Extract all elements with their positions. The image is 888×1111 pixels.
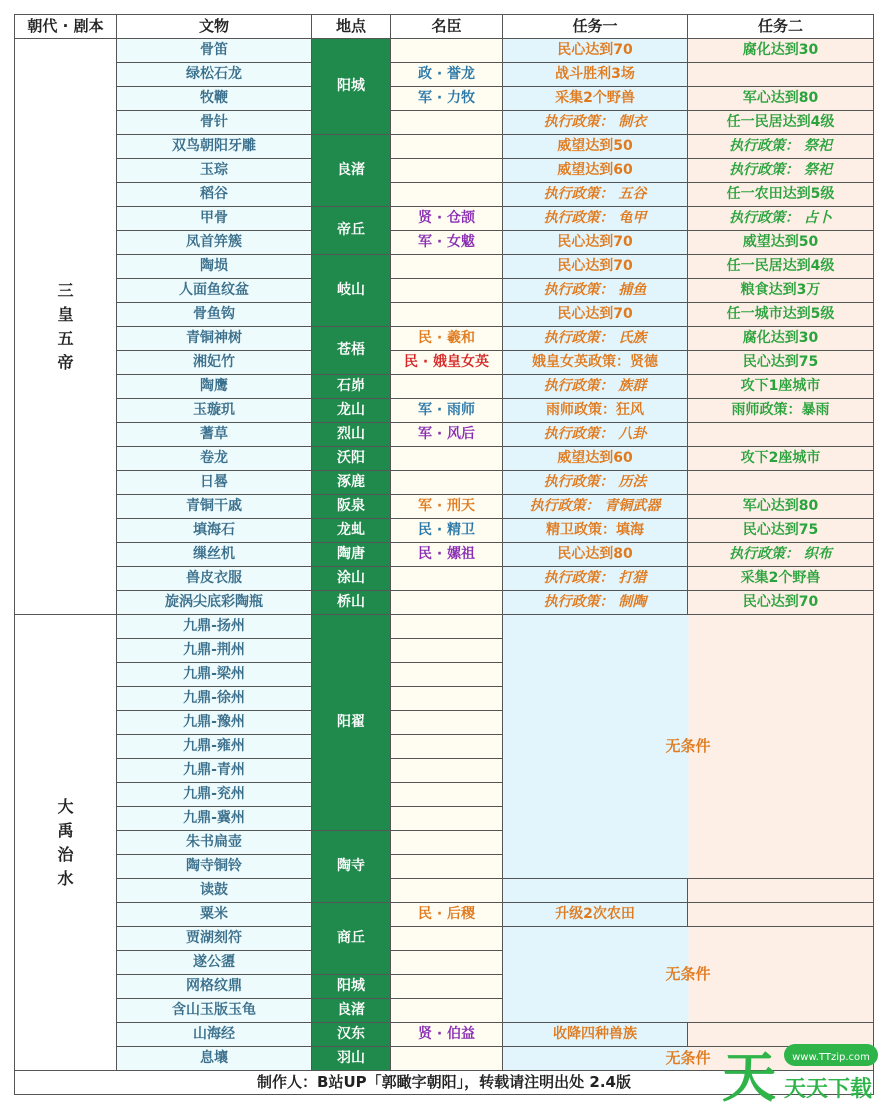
task1-cell: 执行政策： 八卦 — [503, 423, 688, 447]
header-dynasty: 朝代 · 剧本 — [15, 15, 117, 39]
table-row — [15, 927, 874, 951]
task1-cell: 民心达到80 — [503, 543, 688, 567]
minister-cell: 民 · 后稷 — [391, 903, 503, 927]
task1-cell: 娥皇女英政策：贤德 — [503, 351, 688, 375]
table-row — [15, 207, 874, 231]
table-row — [15, 327, 874, 351]
artifact-cell: 含山玉版玉龟 — [117, 999, 312, 1023]
location-cell: 陶寺 — [312, 831, 391, 903]
task2-cell: 腐化达到30 — [688, 39, 874, 63]
minister-cell: 军 · 风后 — [391, 423, 503, 447]
artifact-cell: 陶鹰 — [117, 375, 312, 399]
task2-cell: 威望达到50 — [688, 231, 874, 255]
minister-cell — [391, 471, 503, 495]
task1-cell: 执行政策： 捕鱼 — [503, 279, 688, 303]
location-cell: 龙虬 — [312, 519, 391, 543]
task2-cell: 雨师政策：暴雨 — [688, 399, 874, 423]
artifact-cell: 填海石 — [117, 519, 312, 543]
location-cell: 阪泉 — [312, 495, 391, 519]
artifact-cell: 九鼎-冀州 — [117, 807, 312, 831]
minister-cell — [391, 855, 503, 879]
table-row — [15, 615, 874, 639]
dynasty-cell: 大 禹 治 水 — [15, 615, 117, 1071]
minister-cell: 民 · 嫘祖 — [391, 543, 503, 567]
minister-cell — [391, 927, 503, 951]
location-cell: 沃阳 — [312, 447, 391, 471]
location-cell: 阳翟 — [312, 615, 391, 831]
task2-cell: 采集2个野兽 — [688, 567, 874, 591]
table-row — [15, 471, 874, 495]
minister-cell — [391, 999, 503, 1023]
artifact-cell: 蓍草 — [117, 423, 312, 447]
minister-cell — [391, 951, 503, 975]
minister-cell: 军 · 力牧 — [391, 87, 503, 111]
task2-cell: 粮食达到3万 — [688, 279, 874, 303]
minister-cell — [391, 735, 503, 759]
header-task2: 任务二 — [688, 15, 874, 39]
location-cell: 商丘 — [312, 903, 391, 975]
task1-cell: 威望达到60 — [503, 159, 688, 183]
task1-cell: 执行政策： 打猎 — [503, 567, 688, 591]
task2-cell: 攻下2座城市 — [688, 447, 874, 471]
location-cell: 阳城 — [312, 975, 391, 999]
task1-cell: 执行政策： 族群 — [503, 375, 688, 399]
task2-cell: 腐化达到30 — [688, 327, 874, 351]
task1-cell: 民心达到70 — [503, 39, 688, 63]
minister-cell: 贤 · 伯益 — [391, 1023, 503, 1047]
task2-cell — [688, 63, 874, 87]
task1-cell: 威望达到60 — [503, 447, 688, 471]
task1-cell: 执行政策： 历法 — [503, 471, 688, 495]
artifact-cell: 玉琮 — [117, 159, 312, 183]
artifact-cell: 粟米 — [117, 903, 312, 927]
location-cell: 帝丘 — [312, 207, 391, 255]
artifact-cell: 九鼎-豫州 — [117, 711, 312, 735]
task1-cell: 民心达到70 — [503, 231, 688, 255]
artifact-cell: 九鼎-雍州 — [117, 735, 312, 759]
no-condition-cell: 无条件 — [503, 927, 874, 1023]
task2-cell: 执行政策： 祭祀 — [688, 159, 874, 183]
task1-cell: 精卫政策：填海 — [503, 519, 688, 543]
artifact-cell: 旋涡尖底彩陶瓶 — [117, 591, 312, 615]
header-task1: 任务一 — [503, 15, 688, 39]
minister-cell: 民 · 羲和 — [391, 327, 503, 351]
task2-cell — [688, 903, 874, 927]
task1-cell: 执行政策： 龟甲 — [503, 207, 688, 231]
artifact-cell: 骨鱼钩 — [117, 303, 312, 327]
task2-cell: 执行政策： 祭祀 — [688, 135, 874, 159]
minister-cell — [391, 783, 503, 807]
location-cell: 阳城 — [312, 39, 391, 135]
location-cell: 石峁 — [312, 375, 391, 399]
artifact-cell: 卷龙 — [117, 447, 312, 471]
artifact-cell: 玉璇玑 — [117, 399, 312, 423]
minister-cell: 贤 · 仓颉 — [391, 207, 503, 231]
artifact-cell: 骨针 — [117, 111, 312, 135]
task1-cell: 雨师政策：狂风 — [503, 399, 688, 423]
artifact-cell: 九鼎-扬州 — [117, 615, 312, 639]
header-artifact: 文物 — [117, 15, 312, 39]
table-row — [15, 231, 874, 255]
table-row — [15, 591, 874, 615]
minister-cell — [391, 375, 503, 399]
table-row — [15, 375, 874, 399]
task1-cell: 执行政策： 五谷 — [503, 183, 688, 207]
artifact-cell: 牧鞭 — [117, 87, 312, 111]
artifact-cell: 贾湖刻符 — [117, 927, 312, 951]
watermark-glyph: 天 — [722, 1046, 776, 1106]
task1-cell: 采集2个野兽 — [503, 87, 688, 111]
artifact-cell: 兽皮衣服 — [117, 567, 312, 591]
task2-cell — [688, 879, 874, 903]
watermark-site: www.TTzip.com — [792, 1052, 870, 1063]
artifact-cell: 青铜神树 — [117, 327, 312, 351]
task1-cell: 收降四种兽族 — [503, 1023, 688, 1047]
artifact-cell: 绿松石龙 — [117, 63, 312, 87]
minister-cell — [391, 111, 503, 135]
task1-cell: 民心达到70 — [503, 255, 688, 279]
artifact-cell: 九鼎-徐州 — [117, 687, 312, 711]
artifact-cell: 人面鱼纹盆 — [117, 279, 312, 303]
artifact-cell: 读鼓 — [117, 879, 312, 903]
artifact-cell: 九鼎-兖州 — [117, 783, 312, 807]
artifact-cell: 双鸟朝阳牙雕 — [117, 135, 312, 159]
task1-cell: 执行政策： 制陶 — [503, 591, 688, 615]
minister-cell — [391, 687, 503, 711]
minister-cell — [391, 663, 503, 687]
location-cell: 汉东 — [312, 1023, 391, 1047]
table-row — [15, 135, 874, 159]
minister-cell — [391, 1047, 503, 1071]
artifact-cell: 青铜干戚 — [117, 495, 312, 519]
minister-cell: 政 · 誉龙 — [391, 63, 503, 87]
table-row — [15, 423, 874, 447]
minister-cell — [391, 591, 503, 615]
task1-cell: 执行政策： 制衣 — [503, 111, 688, 135]
artifact-cell: 山海经 — [117, 1023, 312, 1047]
task2-cell: 任一民居达到4级 — [688, 255, 874, 279]
minister-cell — [391, 831, 503, 855]
minister-cell — [391, 159, 503, 183]
minister-cell — [391, 879, 503, 903]
location-cell: 苍梧 — [312, 327, 391, 375]
table-row — [15, 567, 874, 591]
table-row — [15, 63, 874, 87]
location-cell: 龙山 — [312, 399, 391, 423]
minister-cell — [391, 807, 503, 831]
minister-cell — [391, 615, 503, 639]
artifact-cell: 陶寺铜铃 — [117, 855, 312, 879]
task2-cell: 民心达到75 — [688, 351, 874, 375]
artifact-cell: 朱书扁壶 — [117, 831, 312, 855]
table-row — [15, 255, 874, 279]
table-row — [15, 279, 874, 303]
minister-cell: 军 · 刑天 — [391, 495, 503, 519]
minister-cell — [391, 759, 503, 783]
watermark-text: 天天下载 — [784, 1077, 873, 1102]
task2-cell: 任一农田达到5级 — [688, 183, 874, 207]
location-cell: 涿鹿 — [312, 471, 391, 495]
task2-cell: 军心达到80 — [688, 87, 874, 111]
task1-cell: 升级2次农田 — [503, 903, 688, 927]
minister-cell — [391, 279, 503, 303]
task1-cell: 威望达到50 — [503, 135, 688, 159]
minister-cell — [391, 447, 503, 471]
table-row — [15, 519, 874, 543]
table-row — [15, 111, 874, 135]
artifact-cell: 九鼎-荆州 — [117, 639, 312, 663]
no-condition-cell: 无条件 — [503, 615, 874, 879]
task1-cell: 战斗胜利3场 — [503, 63, 688, 87]
location-cell: 岐山 — [312, 255, 391, 327]
header-location: 地点 — [312, 15, 391, 39]
artifact-cell: 稻谷 — [117, 183, 312, 207]
table-row — [15, 879, 874, 903]
location-cell: 桥山 — [312, 591, 391, 615]
minister-cell — [391, 39, 503, 63]
artifact-cell: 凤首笄簇 — [117, 231, 312, 255]
header-row — [15, 15, 874, 39]
minister-cell: 军 · 雨师 — [391, 399, 503, 423]
task1-cell — [503, 879, 688, 903]
task2-cell: 任一民居达到4级 — [688, 111, 874, 135]
minister-cell — [391, 183, 503, 207]
minister-cell: 军 · 女魃 — [391, 231, 503, 255]
artifact-cell: 九鼎-梁州 — [117, 663, 312, 687]
artifact-cell: 缫丝机 — [117, 543, 312, 567]
minister-cell — [391, 639, 503, 663]
dynasty-cell: 三 皇 五 帝 — [15, 39, 117, 615]
table-row — [15, 351, 874, 375]
artifact-table — [14, 14, 874, 1095]
task2-cell: 军心达到80 — [688, 495, 874, 519]
table-row — [15, 39, 874, 63]
task2-cell: 任一城市达到5级 — [688, 303, 874, 327]
artifact-cell: 网格纹鼎 — [117, 975, 312, 999]
minister-cell — [391, 567, 503, 591]
artifact-cell: 九鼎-青州 — [117, 759, 312, 783]
table-row — [15, 183, 874, 207]
task2-cell: 攻下1座城市 — [688, 375, 874, 399]
artifact-cell: 日晷 — [117, 471, 312, 495]
task2-cell: 民心达到75 — [688, 519, 874, 543]
minister-cell — [391, 975, 503, 999]
location-cell: 陶唐 — [312, 543, 391, 567]
minister-cell: 民 · 娥皇女英 — [391, 351, 503, 375]
table-row — [15, 87, 874, 111]
task2-cell: 执行政策： 占卜 — [688, 207, 874, 231]
minister-cell — [391, 711, 503, 735]
artifact-cell: 遂公盨 — [117, 951, 312, 975]
footer-credit: 制作人：B站UP「郭瞰字朝阳」，转载请注明出处 2.4版 — [15, 1071, 874, 1095]
location-cell: 羽山 — [312, 1047, 391, 1071]
location-cell: 烈山 — [312, 423, 391, 447]
header-minister: 名臣 — [391, 15, 503, 39]
minister-cell: 民 · 精卫 — [391, 519, 503, 543]
task2-cell: 民心达到70 — [688, 591, 874, 615]
minister-cell — [391, 255, 503, 279]
task2-cell — [688, 423, 874, 447]
table-row — [15, 447, 874, 471]
minister-cell — [391, 303, 503, 327]
table-row — [15, 399, 874, 423]
artifact-cell: 骨笛 — [117, 39, 312, 63]
table-row — [15, 543, 874, 567]
task2-cell: 执行政策： 织布 — [688, 543, 874, 567]
artifact-cell: 甲骨 — [117, 207, 312, 231]
task1-cell: 执行政策： 青铜武器 — [503, 495, 688, 519]
location-cell: 涂山 — [312, 567, 391, 591]
artifact-cell: 湘妃竹 — [117, 351, 312, 375]
artifact-cell: 陶埙 — [117, 255, 312, 279]
minister-cell — [391, 135, 503, 159]
task1-cell: 执行政策： 氏族 — [503, 327, 688, 351]
location-cell: 良渚 — [312, 135, 391, 207]
table-row — [15, 495, 874, 519]
table-row — [15, 303, 874, 327]
no-condition-cell: 无条件 — [503, 1047, 874, 1071]
watermark-logo — [710, 1036, 880, 1106]
task1-cell: 民心达到70 — [503, 303, 688, 327]
table-row — [15, 159, 874, 183]
artifact-cell: 息壤 — [117, 1047, 312, 1071]
table-row — [15, 903, 874, 927]
location-cell: 良渚 — [312, 999, 391, 1023]
task2-cell — [688, 471, 874, 495]
